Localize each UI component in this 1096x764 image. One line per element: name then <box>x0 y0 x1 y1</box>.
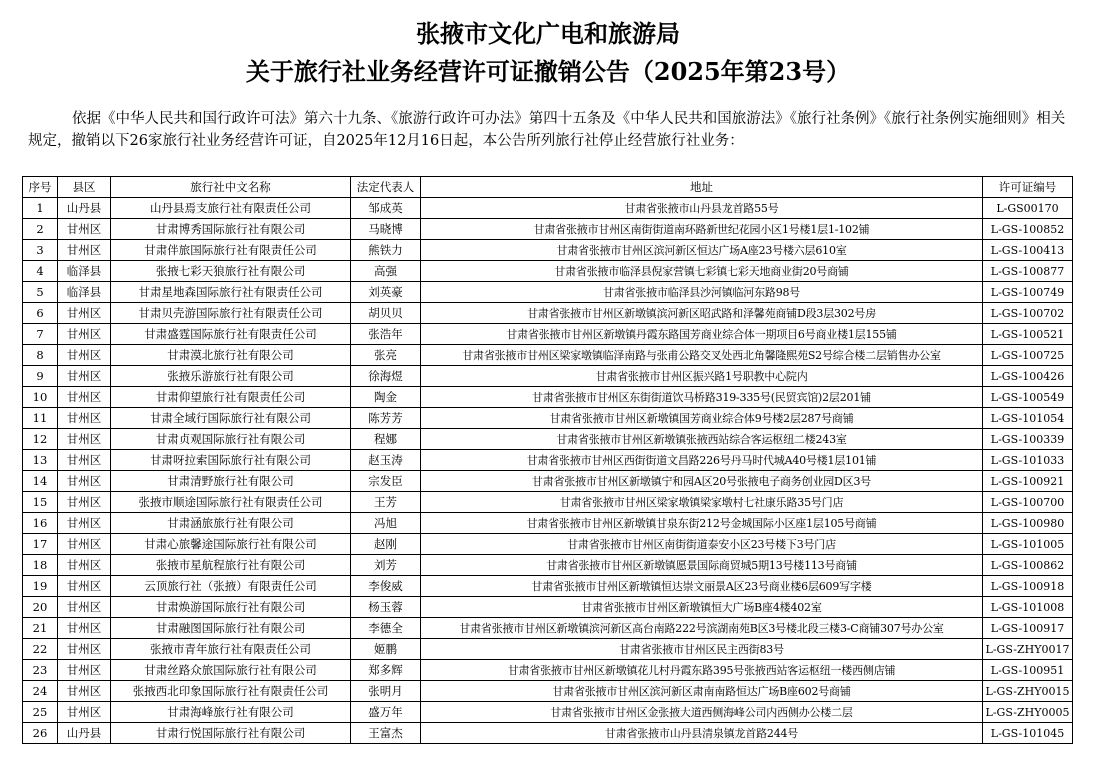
cell-county: 甘州区 <box>58 450 111 471</box>
cell-name: 张掖西北印象国际旅行社有限责任公司 <box>111 681 351 702</box>
cell-name: 甘肃海峰旅行社有限公司 <box>111 702 351 723</box>
cell-license: L-GS-101054 <box>983 408 1073 429</box>
cell-representative: 李德全 <box>351 618 421 639</box>
cell-representative: 陶金 <box>351 387 421 408</box>
cell-license: L-GS-100700 <box>983 492 1073 513</box>
table-row <box>23 618 1073 639</box>
cell-county: 甘州区 <box>58 492 111 513</box>
cell-name: 甘肃盛霆国际旅行社有限责任公司 <box>111 324 351 345</box>
cell-representative: 高强 <box>351 261 421 282</box>
cell-license: L-GS-101045 <box>983 723 1073 744</box>
cell-address: 甘肃省张掖市甘州区金张掖大道西侧海峰公司内西侧办公楼二层 <box>421 702 983 723</box>
table-row <box>23 681 1073 702</box>
cell-address: 甘肃省张掖市甘州区振兴路1号职教中心院内 <box>421 366 983 387</box>
cell-license: L-GS-100749 <box>983 282 1073 303</box>
cell-representative: 张亮 <box>351 345 421 366</box>
cell-name: 甘肃伴旅国际旅行社有限责任公司 <box>111 240 351 261</box>
table-row <box>23 597 1073 618</box>
cell-county: 临泽县 <box>58 261 111 282</box>
cell-address: 甘肃省张掖市甘州区新墩镇花儿村丹霞东路395号张掖西站客运枢纽一楼西侧店铺 <box>421 660 983 681</box>
cell-license: L-GS-100862 <box>983 555 1073 576</box>
cell-county: 甘州区 <box>58 576 111 597</box>
cell-county: 甘州区 <box>58 324 111 345</box>
cell-address: 甘肃省张掖市甘州区南街街道南环路新世纪花园小区1号楼1层1-102铺 <box>421 219 983 240</box>
cell-address: 甘肃省张掖市甘州区新墩镇国芳商业综合体9号楼2层287号商铺 <box>421 408 983 429</box>
cell-license: L-GS00170 <box>983 198 1073 219</box>
cell-address: 甘肃省张掖市甘州区新墩镇张掖西站综合客运枢纽二楼243室 <box>421 429 983 450</box>
cell-address: 甘肃省张掖市甘州区新墩镇丹霞东路国芳商业综合体一期项目6号商业楼1层155铺 <box>421 324 983 345</box>
cell-name: 张掖乐游旅行社有限公司 <box>111 366 351 387</box>
cell-representative: 张浩年 <box>351 324 421 345</box>
cell-license: L-GS-ZHY0017 <box>983 639 1073 660</box>
cell-county: 甘州区 <box>58 429 111 450</box>
cell-license: L-GS-101033 <box>983 450 1073 471</box>
cell-representative: 郑多辉 <box>351 660 421 681</box>
cell-address: 甘肃省张掖市临泽县沙河镇临河东路98号 <box>421 282 983 303</box>
cell-representative: 熊铁力 <box>351 240 421 261</box>
cell-no: 23 <box>23 660 58 681</box>
cell-license: L-GS-100852 <box>983 219 1073 240</box>
cell-address: 甘肃省张掖市甘州区新墩镇恒大广场B座4楼402室 <box>421 597 983 618</box>
cell-address: 甘肃省张掖市甘州区西街街道文昌路226号丹马时代城A40号楼1层101铺 <box>421 450 983 471</box>
table-row <box>23 576 1073 597</box>
cell-representative: 邹成英 <box>351 198 421 219</box>
cell-county: 甘州区 <box>58 660 111 681</box>
cell-name: 甘肃丝路众旅国际旅行社有限公司 <box>111 660 351 681</box>
cell-name: 甘肃漠北旅行社有限公司 <box>111 345 351 366</box>
cell-representative: 盛万年 <box>351 702 421 723</box>
cell-no: 22 <box>23 639 58 660</box>
cell-no: 10 <box>23 387 58 408</box>
intro-paragraph: 依据《中华人民共和国行政许可法》第六十九条、《旅游行政许可办法》第四十五条及《中华人民共和国旅游法》《旅行社条例》《旅行社条例实施细则》相关规定，撤销以下26家旅行社业务经营许可证，自2025年12月16日起，本公告所列旅行社停止经营旅行社业务： <box>28 111 1066 149</box>
header-license: 许可证编号 <box>983 177 1073 198</box>
cell-no: 6 <box>23 303 58 324</box>
cell-no: 21 <box>23 618 58 639</box>
cell-license: L-GS-100339 <box>983 429 1073 450</box>
cell-no: 9 <box>23 366 58 387</box>
table-row <box>23 639 1073 660</box>
cell-name: 甘肃涵旅旅行社有限公司 <box>111 513 351 534</box>
cell-county: 甘州区 <box>58 618 111 639</box>
table-row <box>23 282 1073 303</box>
cell-address: 甘肃省张掖市甘州区新墩镇甘泉东街212号金城国际小区座1层105号商铺 <box>421 513 983 534</box>
cell-representative: 徐海煜 <box>351 366 421 387</box>
cell-county: 甘州区 <box>58 387 111 408</box>
cell-address: 甘肃省张掖市临泽县倪家营镇七彩镇七彩天地商业街20号商铺 <box>421 261 983 282</box>
cell-representative: 刘英豪 <box>351 282 421 303</box>
cell-representative: 马晓博 <box>351 219 421 240</box>
cell-county: 甘州区 <box>58 639 111 660</box>
cell-county: 甘州区 <box>58 408 111 429</box>
cell-license: L-GS-ZHY0015 <box>983 681 1073 702</box>
cell-county: 临泽县 <box>58 282 111 303</box>
cell-address: 甘肃省张掖市甘州区新墩镇滨河新区高台南路222号滨湖南苑B区3号楼北段三楼3-C商铺307号办公室 <box>421 618 983 639</box>
cell-license: L-GS-ZHY0005 <box>983 702 1073 723</box>
table-row <box>23 345 1073 366</box>
cell-license: L-GS-100951 <box>983 660 1073 681</box>
cell-representative: 赵刚 <box>351 534 421 555</box>
cell-name: 甘肃星地森国际旅行社有限责任公司 <box>111 282 351 303</box>
cell-representative: 王富杰 <box>351 723 421 744</box>
cell-no: 8 <box>23 345 58 366</box>
cell-name: 云顶旅行社（张掖）有限责任公司 <box>111 576 351 597</box>
cell-no: 17 <box>23 534 58 555</box>
cell-representative: 王芳 <box>351 492 421 513</box>
cell-license: L-GS-100917 <box>983 618 1073 639</box>
cell-no: 25 <box>23 702 58 723</box>
cell-county: 甘州区 <box>58 366 111 387</box>
cell-license: L-GS-100877 <box>983 261 1073 282</box>
cell-address: 甘肃省张掖市甘州区东街街道饮马桥路319-335号(民贸宾馆)2层201铺 <box>421 387 983 408</box>
cell-address: 甘肃省张掖市甘州区民主西街83号 <box>421 639 983 660</box>
cell-license: L-GS-100521 <box>983 324 1073 345</box>
cell-name: 张掖七彩天狼旅行社有限公司 <box>111 261 351 282</box>
cell-county: 甘州区 <box>58 240 111 261</box>
cell-address: 甘肃省张掖市甘州区新墩镇愿景国际商贸城5期13号楼113号商铺 <box>421 555 983 576</box>
table-row <box>23 198 1073 219</box>
cell-representative: 陈芳芳 <box>351 408 421 429</box>
cell-no: 18 <box>23 555 58 576</box>
cell-no: 26 <box>23 723 58 744</box>
cell-no: 14 <box>23 471 58 492</box>
cell-name: 张掖市星航程旅行社有限公司 <box>111 555 351 576</box>
cell-address: 甘肃省张掖市甘州区南街街道泰安小区23号楼下3号门店 <box>421 534 983 555</box>
cell-name: 甘肃融图国际旅行社有限公司 <box>111 618 351 639</box>
cell-representative: 胡贝贝 <box>351 303 421 324</box>
cell-no: 24 <box>23 681 58 702</box>
cell-county: 甘州区 <box>58 219 111 240</box>
cell-representative: 宗发臣 <box>351 471 421 492</box>
cell-address: 甘肃省张掖市甘州区新墩镇滨河新区昭武路和泽馨苑商铺D段3层302号房 <box>421 303 983 324</box>
cell-address: 甘肃省张掖市甘州区滨河新区恒达广场A座23号楼六层610室 <box>421 240 983 261</box>
cell-name: 甘肃心旅馨途国际旅行社有限公司 <box>111 534 351 555</box>
cell-license: L-GS-100702 <box>983 303 1073 324</box>
cell-license: L-GS-100921 <box>983 471 1073 492</box>
table-row <box>23 303 1073 324</box>
cell-name: 甘肃焕游国际旅行社有限公司 <box>111 597 351 618</box>
cell-license: L-GS-100980 <box>983 513 1073 534</box>
cell-county: 甘州区 <box>58 534 111 555</box>
cell-name: 甘肃贝壳游国际旅行社有限责任公司 <box>111 303 351 324</box>
cell-address: 甘肃省张掖市山丹县龙首路55号 <box>421 198 983 219</box>
cell-license: L-GS-100918 <box>983 576 1073 597</box>
table-row <box>23 660 1073 681</box>
cell-county: 甘州区 <box>58 681 111 702</box>
header-name: 旅行社中文名称 <box>111 177 351 198</box>
cell-no: 5 <box>23 282 58 303</box>
cell-no: 7 <box>23 324 58 345</box>
cell-name: 甘肃仰望旅行社有限责任公司 <box>111 387 351 408</box>
cell-county: 甘州区 <box>58 555 111 576</box>
cell-county: 甘州区 <box>58 702 111 723</box>
cell-county: 山丹县 <box>58 198 111 219</box>
table-row <box>23 408 1073 429</box>
cell-no: 12 <box>23 429 58 450</box>
cell-no: 4 <box>23 261 58 282</box>
table-row <box>23 492 1073 513</box>
cell-license: L-GS-100426 <box>983 366 1073 387</box>
header-address: 地址 <box>421 177 983 198</box>
table-row <box>23 240 1073 261</box>
cell-name: 甘肃全域行国际旅行社有限公司 <box>111 408 351 429</box>
cell-license: L-GS-101005 <box>983 534 1073 555</box>
cell-county: 甘州区 <box>58 471 111 492</box>
table-row <box>23 387 1073 408</box>
header-no: 序号 <box>23 177 58 198</box>
cell-name: 甘肃呀拉索国际旅行社有限公司 <box>111 450 351 471</box>
cell-representative: 杨玉蓉 <box>351 597 421 618</box>
cell-license: L-GS-100725 <box>983 345 1073 366</box>
table-row <box>23 261 1073 282</box>
table-row <box>23 702 1073 723</box>
cell-no: 13 <box>23 450 58 471</box>
cell-no: 3 <box>23 240 58 261</box>
cell-name: 甘肃行悦国际旅行社有限公司 <box>111 723 351 744</box>
header-county: 县区 <box>58 177 111 198</box>
cell-address: 甘肃省张掖市甘州区梁家墩镇梁家墩村七社康乐路35号门店 <box>421 492 983 513</box>
document-title: 张掖市文化广电和旅游局 <box>416 19 680 48</box>
table-header-row <box>23 177 1073 198</box>
cell-no: 15 <box>23 492 58 513</box>
cell-address: 甘肃省张掖市甘州区滨河新区肃南南路恒达广场B座602号商铺 <box>421 681 983 702</box>
cell-name: 山丹县焉支旅行社有限责任公司 <box>111 198 351 219</box>
cell-county: 甘州区 <box>58 345 111 366</box>
cell-address: 甘肃省张掖市甘州区梁家墩镇临泽南路与张甫公路交叉处西北角馨隆熙苑S2号综合楼二层销售办公室 <box>421 345 983 366</box>
cell-address: 甘肃省张掖市甘州区新墩镇恒达崇文丽景A区23号商业楼6层609写字楼 <box>421 576 983 597</box>
cell-representative: 刘芳 <box>351 555 421 576</box>
cell-no: 11 <box>23 408 58 429</box>
cell-name: 甘肃贞观国际旅行社有限公司 <box>111 429 351 450</box>
cell-no: 2 <box>23 219 58 240</box>
cell-name: 甘肃清野旅行社有限公司 <box>111 471 351 492</box>
cell-address: 甘肃省张掖市甘州区新墩镇宁和园A区20号张掖电子商务创业园D区3号 <box>421 471 983 492</box>
cell-no: 20 <box>23 597 58 618</box>
cell-license: L-GS-100413 <box>983 240 1073 261</box>
cell-county: 山丹县 <box>58 723 111 744</box>
cell-county: 甘州区 <box>58 597 111 618</box>
header-rep: 法定代表人 <box>351 177 421 198</box>
cell-name: 张掖市青年旅行社有限责任公司 <box>111 639 351 660</box>
table-body <box>23 198 1073 744</box>
cell-representative: 赵玉涛 <box>351 450 421 471</box>
cell-license: L-GS-101008 <box>983 597 1073 618</box>
cell-representative: 姬鹏 <box>351 639 421 660</box>
cell-county: 甘州区 <box>58 303 111 324</box>
cell-address: 甘肃省张掖市山丹县清泉镇龙首路244号 <box>421 723 983 744</box>
document-subtitle: 关于旅行社业务经营许可证撤销公告（2025年第23号） <box>245 57 851 86</box>
cell-name: 张掖市顺途国际旅行社有限责任公司 <box>111 492 351 513</box>
table-row <box>23 450 1073 471</box>
revocation-table <box>22 176 1073 744</box>
cell-no: 19 <box>23 576 58 597</box>
table-row <box>23 534 1073 555</box>
cell-representative: 程娜 <box>351 429 421 450</box>
cell-representative: 冯旭 <box>351 513 421 534</box>
table-row <box>23 324 1073 345</box>
cell-county: 甘州区 <box>58 513 111 534</box>
cell-representative: 李俊威 <box>351 576 421 597</box>
cell-no: 16 <box>23 513 58 534</box>
table-row <box>23 471 1073 492</box>
table-row <box>23 723 1073 744</box>
table-row <box>23 555 1073 576</box>
table-row <box>23 219 1073 240</box>
table-row <box>23 429 1073 450</box>
cell-name: 甘肃博秀国际旅行社有限公司 <box>111 219 351 240</box>
cell-no: 1 <box>23 198 58 219</box>
cell-license: L-GS-100549 <box>983 387 1073 408</box>
cell-representative: 张明月 <box>351 681 421 702</box>
table-row <box>23 366 1073 387</box>
table-row <box>23 513 1073 534</box>
